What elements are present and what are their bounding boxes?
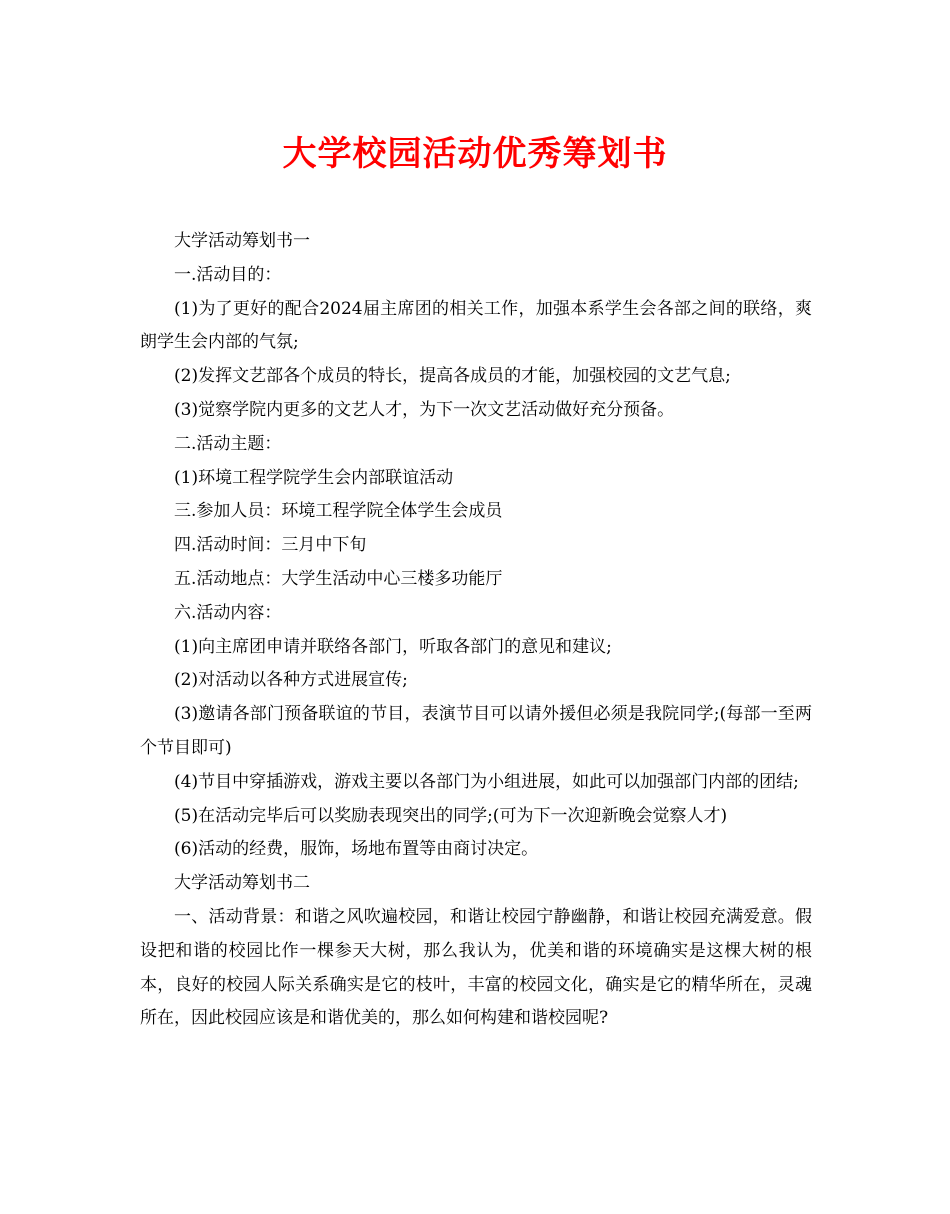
paragraph-10: 五.活动地点：大学生活动中心三楼多功能厅 — [174, 568, 503, 589]
paragraph-6: 二.活动主题： — [174, 433, 282, 454]
paragraph-9: 四.活动时间：三月中下旬 — [174, 535, 367, 556]
paragraph-1: 大学活动筹划书一 — [174, 231, 310, 251]
document-body — [140, 225, 812, 1036]
paragraph-5: (3)觉察学院内更多的文艺人才，为下一次文艺活动做好充分预备。 — [174, 399, 675, 420]
paragraph-18: 大学活动筹划书二 — [174, 873, 310, 894]
paragraph-2: 一.活动目的： — [174, 264, 282, 285]
paragraph-12: (1)向主席团申请并联络各部门，听取各部门的意见和建议; — [174, 636, 612, 657]
paragraph-14: (3)邀请各部门预备联谊的节目，表演节目可以请外援但必须是我院同学;(每部一至两个节目即可) — [140, 704, 812, 758]
paragraph-13: (2)对活动以各种方式进展宣传; — [174, 670, 408, 691]
paragraph-7: (1)环境工程学院学生会内部联谊活动 — [174, 467, 454, 488]
document-title: 大学校园活动优秀筹划书 — [282, 134, 668, 174]
paragraph-19: 一、活动背景：和谐之风吹遍校园，和谐让校园宁静幽静，和谐让校园充满爱意。假设把和谐的校园比作一棵参天大树，那么我认为，优美和谐的环境确实是这棵大树的根本，良好的校园人际关系确实是它的枝叶，丰富的校园文化，确实是它的精华所在，灵魂所在，因此校园应该是和谐优美的，那么如何构建和谐校园呢? — [140, 906, 812, 1029]
paragraph-15: (4)节目中穿插游戏，游戏主要以各部门为小组进展，如此可以加强部门内部的团结; — [174, 771, 799, 792]
paragraph-17: (6)活动的经费，服饰，场地布置等由商讨决定。 — [174, 839, 539, 860]
paragraph-11: 六.活动内容： — [174, 602, 282, 623]
paragraph-3: (1)为了更好的配合2024届主席团的相关工作，加强本系学生会各部之间的联络，爽朗学生会内部的气氛; — [140, 298, 812, 353]
paragraph-8: 三.参加人员：环境工程学院全体学生会成员 — [174, 501, 503, 522]
paragraph-16: (5)在活动完毕后可以奖励表现突出的同学;(可为下一次迎新晚会觉察人才) — [174, 805, 728, 826]
paragraph-4: (2)发挥文艺部各个成员的特长，提高各成员的才能，加强校园的文艺气息; — [174, 366, 731, 387]
